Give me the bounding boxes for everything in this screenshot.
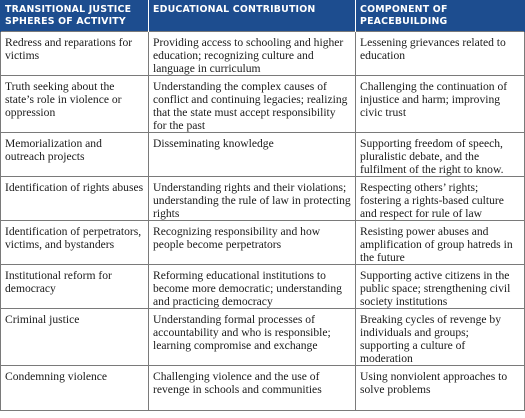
header-spheres [1,0,149,31]
header-contribution [149,0,356,31]
header-component-label: COMPONENT OF PEACEBUILDING [360,4,448,27]
table-row [1,31,525,75]
cell-component: Challenging the continuation of injustice and harm; improving civic trust [356,75,525,132]
table-row [1,75,525,132]
cell-sphere: Redress and reparations for victims [1,31,149,75]
header-spheres-label: TRANSITIONAL JUSTICE SPHERES OF ACTIVITY [5,4,132,27]
cell-contribution: Reforming educational institutions to become more democratic; understanding and practicing democracy [149,264,356,308]
cell-contribution: Challenging violence and the use of revenge in schools and communities [149,365,356,410]
table-header-row [1,0,525,31]
cell-contribution: Disseminating knowledge [149,132,356,176]
cell-contribution: Understanding rights and their violations; understanding the rule of law in protecting rights [149,176,356,220]
cell-component: Lessening grievances related to education [356,31,525,75]
cell-component: Breaking cycles of revenge by individuals and groups; supporting a culture of moderation [356,308,525,365]
cell-contribution: Providing access to schooling and higher education; recognizing culture and language in curriculum [149,31,356,75]
cell-sphere: Memorialization and outreach projects [1,132,149,176]
cell-contribution: Understanding formal processes of accountability and who is responsible; learning compromise and exchange [149,308,356,365]
cell-sphere: Institutional reform for democracy [1,264,149,308]
cell-sphere: Identification of perpetrators, victims, and bystanders [1,220,149,264]
cell-component: Supporting freedom of speech, pluralistic debate, and the fulfilment of the right to know. [356,132,525,176]
cell-sphere: Criminal justice [1,308,149,365]
cell-contribution: Recognizing responsibility and how people become perpetrators [149,220,356,264]
table-row [1,176,525,220]
cell-component: Using nonviolent approaches to solve problems [356,365,525,410]
table-row [1,220,525,264]
cell-sphere: Condemning violence [1,365,149,410]
cell-sphere: Identification of rights abuses [1,176,149,220]
table-row [1,308,525,365]
table-row [1,365,525,410]
cell-component: Resisting power abuses and amplification of group hatreds in the future [356,220,525,264]
cell-sphere: Truth seeking about the state’s role in violence or oppression [1,75,149,132]
header-component [356,0,525,31]
header-contribution-label: EDUCATIONAL CONTRIBUTION [153,4,316,15]
cell-component: Respecting others’ rights; fostering a rights-based culture and respect for rule of law [356,176,525,220]
table-row [1,132,525,176]
cell-component: Supporting active citizens in the public space; strengthening civil society institutions [356,264,525,308]
cell-contribution: Understanding the complex causes of conflict and continuing legacies; realizing that the state must accept responsibility for the past [149,75,356,132]
table-row [1,264,525,308]
